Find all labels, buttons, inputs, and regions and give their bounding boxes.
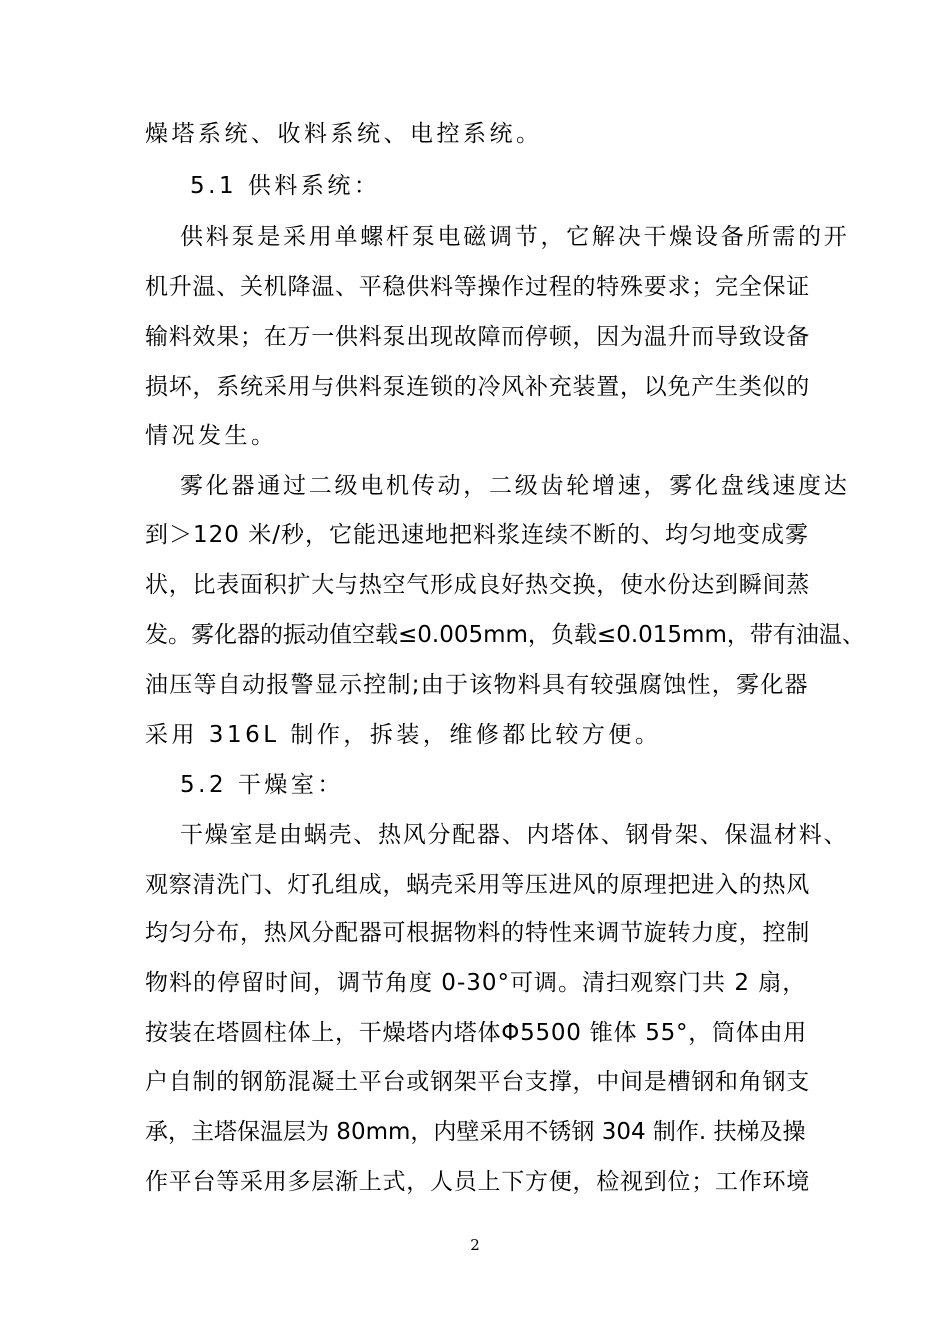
paragraph-line: 输料效果；在万一供料泵出现故障而停顿，因为温升而导致设备 [145,324,810,350]
paragraph-line: 均匀分布，热风分配器可根据物料的特性来调节旋转力度，控制 [145,920,810,946]
paragraph-line: 承，主塔保温层为 80mm，内壁采用不锈钢 304 制作. 扶梯及操 [145,1119,806,1145]
text-line: 燥塔系统、收料系统、电控系统。 [145,121,543,147]
paragraph-line: 油压等自动报警显示控制;由于该物料具有较强腐蚀性，雾化器 [145,672,809,698]
paragraph-line: 观察清洗门、灯孔组成，蜗壳采用等压进风的原理把进入的热风 [145,872,810,898]
section-heading: 5.1 供料系统： [190,173,381,199]
paragraph-line: 雾化器通过二级电机传动，二级齿轮增速，雾化盘线速度达 [180,473,850,499]
paragraph-line: 发。雾化器的振动值空载≤0.005mm，负载≤0.015mm，带有油温、 [145,622,865,648]
paragraph-line: 物料的停留时间，调节角度 0-30°可调。清扫观察门共 2 扇， [145,970,807,996]
paragraph-line: 到＞120 米/秒，它能迅速地把料浆连续不断的、均匀地变成雾 [145,522,809,548]
section-heading: 5.2 干燥室： [180,772,344,798]
paragraph-line: 户自制的钢筋混凝土平台或钢架平台支撑，中间是槽钢和角钢支 [145,1069,810,1095]
paragraph-line: 采用 316L 制作，拆装，维修都比较方便。 [145,722,662,748]
paragraph-line: 供料泵是采用单螺杆泵电磁调节，它解决干燥设备所需的开 [180,224,850,250]
paragraph-line: 按装在塔圆柱体上，干燥塔内塔体Φ5500 锥体 55°，筒体由用 [145,1020,808,1046]
paragraph-line: 状，比表面积扩大与热空气形成良好热交换，使水份达到瞬间蒸 [145,572,810,598]
paragraph-line: 作平台等采用多层渐上式，人员上下方便，检视到位；工作环境 [145,1169,810,1195]
paragraph-line: 机升温、关机降温、平稳供料等操作过程的特殊要求；完全保证 [145,274,810,300]
paragraph-line: 损坏，系统采用与供料泵连锁的冷风补充装置，以免产生类似的 [145,374,810,400]
page-number: 2 [470,1236,480,1254]
paragraph-line: 干燥室是由蜗壳、热风分配器、内塔体、钢骨架、保温材料、 [180,822,849,848]
paragraph-line: 情况发生。 [145,423,278,449]
